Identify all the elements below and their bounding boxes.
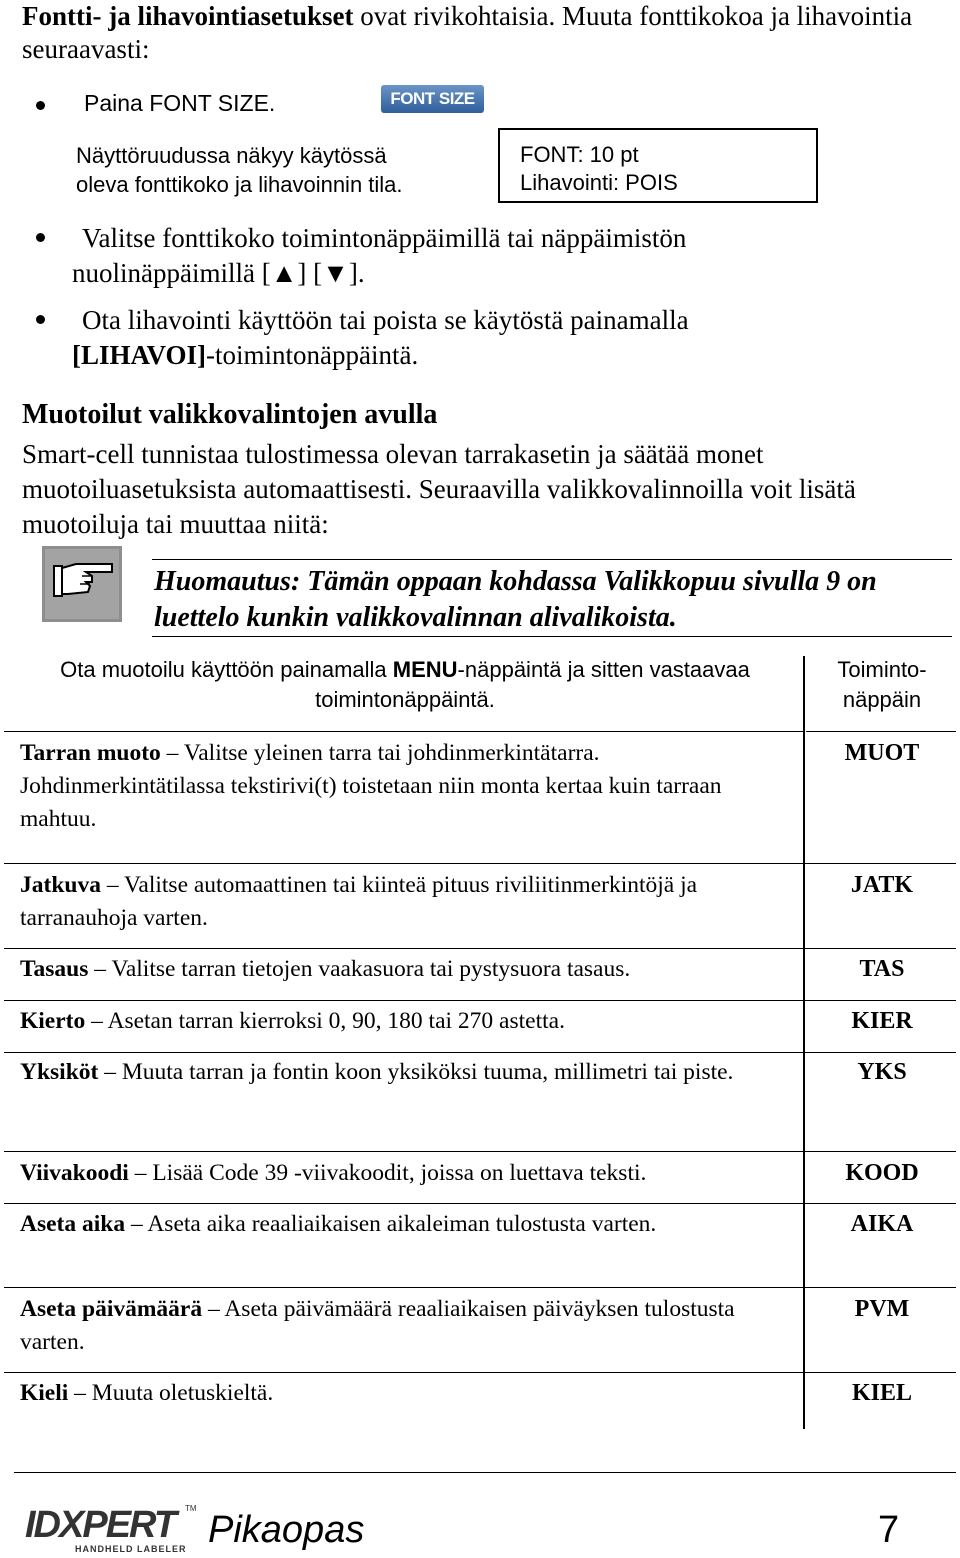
table-row: Tarran muoto – Valitse yleinen tarra tai johdinmerkintätarra. Johdinmerkintätilassa tekstirivi(t) toistetaan niin monta kertaa kuin tarraan mahtuu. xyxy=(20,740,722,832)
table-header xyxy=(50,655,760,715)
table-header-pre: Ota muotoilu käyttöön painamalla xyxy=(60,657,393,682)
row-rule xyxy=(4,1052,956,1053)
row-key: PVM xyxy=(854,1296,910,1322)
idxpert-logo xyxy=(25,1497,205,1557)
row-term: Aseta aika xyxy=(20,1211,126,1237)
table-row: Kieli – Muuta oletuskieltä. xyxy=(20,1380,274,1406)
intro-rest: ovat rivikohtaisia. Muuta fonttikokoa ja lihavointia seuraavasti: xyxy=(22,1,913,64)
table-row: Tasaus – Valitse tarran tietojen vaakasuora tai pystysuora tasaus. xyxy=(20,956,631,982)
table-row: Kierto – Asetan tarran kierroksi 0, 90, 180 tai 270 astetta. xyxy=(20,1008,565,1034)
row-term: Tasaus xyxy=(20,956,89,982)
column-divider xyxy=(803,656,805,1429)
display-line-2: Lihavointi: POIS xyxy=(520,170,678,195)
header-rule-left xyxy=(4,731,804,732)
table-row: Yksiköt – Muuta tarran ja fontin koon yksiköksi tuuma, millimetri tai piste. xyxy=(20,1059,734,1085)
row-desc: Asetan tarran kierroksi 0, 90, 180 tai 270 astetta. xyxy=(107,1008,565,1034)
column-header-function-key xyxy=(808,655,956,715)
intro-paragraph xyxy=(22,0,942,66)
svg-text:TM: TM xyxy=(185,1504,197,1513)
row-term: Kieli xyxy=(20,1380,69,1406)
select-size-line-1: Valitse fonttikoko toimintonäppäimillä tai näppäimistön xyxy=(82,223,687,253)
row-rule xyxy=(4,1372,956,1373)
bold-toggle-line-1: Ota lihavointi käyttöön tai poista se käytöstä painamalla xyxy=(82,305,689,335)
row-desc: Valitse automaattinen tai kiinteä pituus riviliitinmerkintöjä ja tarranauhoja varten. xyxy=(20,872,698,931)
bold-toggle-suffix: -toimintonäppäintä. xyxy=(206,340,419,370)
bullet-icon xyxy=(36,101,45,110)
row-key: KIER xyxy=(851,1008,913,1034)
press-font-size-text: Paina FONT SIZE. xyxy=(84,90,276,116)
intro-bold: Fontti- ja lihavointiasetukset xyxy=(22,1,354,31)
row-key: MUOT xyxy=(844,740,920,766)
lcd-display-box xyxy=(498,128,818,203)
note-bottom-rule xyxy=(152,636,952,637)
header-rule-right xyxy=(806,731,956,732)
row-rule xyxy=(4,863,956,864)
row-desc: Aseta aika reaaliaikaisen aikaleiman tulostusta varten. xyxy=(147,1211,657,1237)
display-line-1: FONT: 10 pt xyxy=(520,142,639,167)
row-term: Viivakoodi xyxy=(20,1160,129,1186)
font-size-button: FONT SIZE xyxy=(381,85,484,113)
row-desc: Muuta tarran ja fontin koon yksiköksi tuuma, millimetri tai piste. xyxy=(121,1059,734,1085)
row-key: KOOD xyxy=(845,1160,919,1186)
footer-title: Pikaopas xyxy=(208,1509,365,1551)
row-term: Yksiköt xyxy=(20,1059,99,1085)
pointing-hand-icon xyxy=(42,546,122,622)
section-heading: Muotoilut valikkovalintojen avulla xyxy=(22,399,438,430)
row-key: JATK xyxy=(850,872,914,898)
svg-text:HANDHELD LABELER: HANDHELD LABELER xyxy=(75,1544,187,1554)
row-rule xyxy=(4,1287,956,1288)
section-body: Smart-cell tunnistaa tulostimessa olevan tarrakasetin ja säätää monet muotoiluasetuksista automaattisesti. Seuraavilla valikkovalinnoilla voit lisätä muotoiluja tai muuttaa niitä: xyxy=(22,439,856,539)
screen-note-line-2: oleva fonttikoko ja lihavoinnin tila. xyxy=(76,172,403,197)
col-header-line-1: Toiminto- xyxy=(837,657,927,682)
row-desc: Valitse tarran tietojen vaakasuora tai pystysuora tasaus. xyxy=(111,956,631,982)
row-term: Tarran muoto xyxy=(20,740,161,766)
table-row: Jatkuva – Valitse automaattinen tai kiinteä pituus riviliitinmerkintöjä ja tarranauhoja varten. xyxy=(20,872,698,931)
table-row: Viivakoodi – Lisää Code 39 -viivakoodit, joissa on luettava teksti. xyxy=(20,1160,647,1186)
footer-rule xyxy=(14,1472,956,1473)
lihavoi-key: [LIHAVOI] xyxy=(72,340,206,370)
row-rule xyxy=(4,1151,956,1152)
svg-text:IDXPERT: IDXPERT xyxy=(25,1504,176,1546)
row-desc: Valitse yleinen tarra tai johdinmerkintätarra. Johdinmerkintätilassa tekstirivi(t) toistetaan niin monta kertaa kuin tarraan mahtuu. xyxy=(20,740,722,832)
table-row: Aseta aika – Aseta aika reaaliaikaisen aikaleiman tulostusta varten. xyxy=(20,1211,657,1237)
row-key: AIKA xyxy=(850,1211,914,1237)
page-number: 7 xyxy=(878,1509,900,1551)
row-rule xyxy=(4,1203,956,1204)
note-text: Huomautus: Tämän oppaan kohdassa Valikkopuu sivulla 9 on luettelo kunkin valikkovalinnan alivalikoista. xyxy=(154,566,877,633)
row-rule xyxy=(4,948,956,949)
screen-note xyxy=(76,141,403,199)
row-desc: Muuta oletuskieltä. xyxy=(91,1380,274,1406)
row-desc: Lisää Code 39 -viivakoodit, joissa on luettava teksti. xyxy=(152,1160,647,1186)
row-key: TAS xyxy=(859,956,905,982)
row-term: Aseta päivämäärä xyxy=(20,1296,203,1322)
row-rule xyxy=(4,1000,956,1001)
bold-toggle-line-2 xyxy=(72,338,418,373)
bullet-icon xyxy=(36,233,45,242)
row-key: YKS xyxy=(857,1059,907,1085)
note-top-rule xyxy=(152,559,952,560)
table-row: Aseta päivämäärä – Aseta päivämäärä reaaliaikaisen päiväyksen tulostusta varten. xyxy=(20,1296,735,1355)
bullet-icon xyxy=(36,315,45,324)
table-header-post: -näppäintä ja sitten vastaavaa toimintonäppäintä. xyxy=(315,657,750,712)
row-term: Kierto xyxy=(20,1008,86,1034)
menu-key: MENU xyxy=(392,657,458,682)
row-desc: Aseta päivämäärä reaaliaikaisen päiväyksen tulostusta varten. xyxy=(20,1296,735,1355)
select-size-line-2: nuolinäppäimillä [▲] [▼]. xyxy=(72,258,365,288)
row-term: Jatkuva xyxy=(20,872,101,898)
screen-note-line-1: Näyttöruudussa näkyy käytössä xyxy=(76,143,387,168)
col-header-line-2: näppäin xyxy=(842,687,922,712)
row-key: KIEL xyxy=(851,1380,913,1406)
